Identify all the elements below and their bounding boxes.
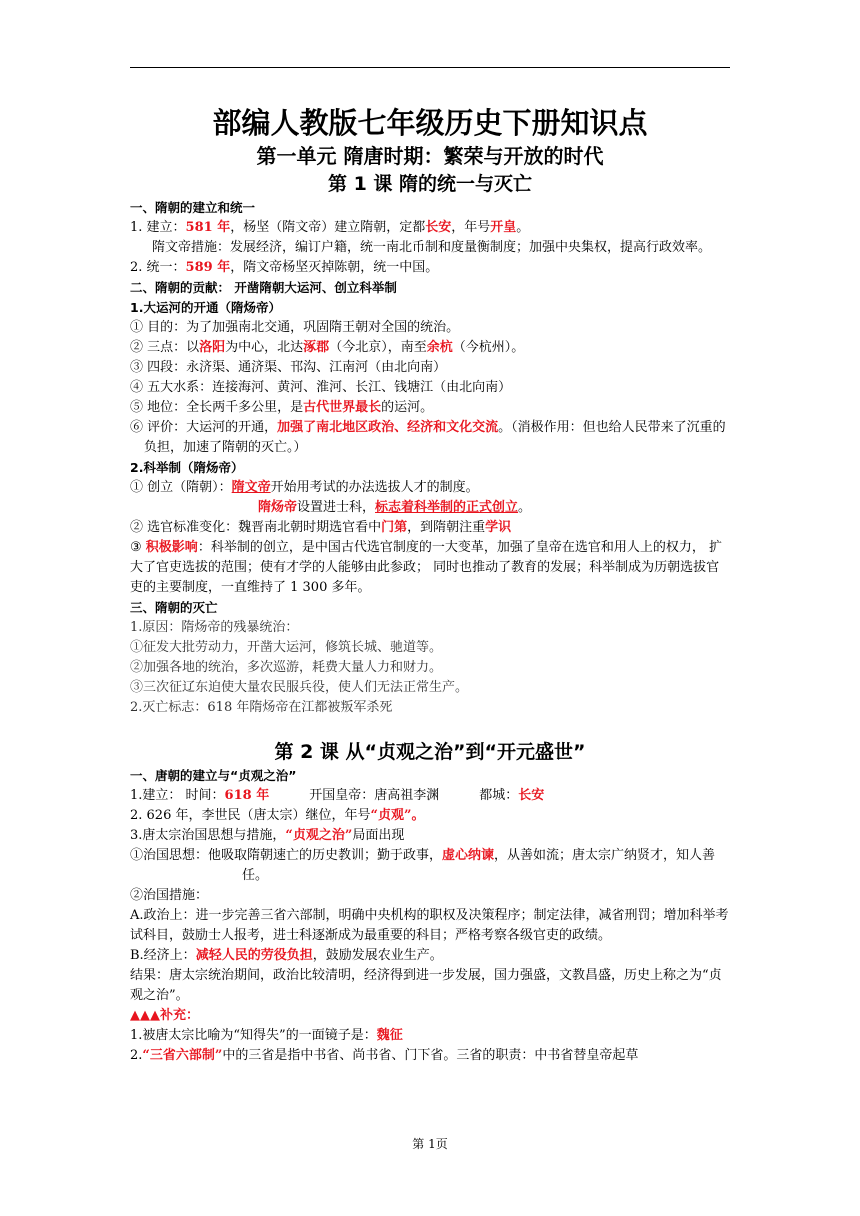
page-number: 第 1页 (412, 1137, 448, 1151)
subsection-heading: 1.大运河的开通（隋炀帝） (130, 300, 281, 315)
text-line: 1.被唐太宗比喻为“知得失”的一面镜子是：魏征 (130, 1028, 403, 1043)
text-line: 结果：唐太宗统治期间，政治比较清明，经济得到进一步发展，国力强盛，文教昌盛，历史上称之为“贞观之治”。 (130, 968, 722, 1003)
text-line: 2. 626 年，李世民（唐太宗）继位，年号“贞观”。 (130, 808, 425, 823)
list-item: ② 三点：以洛阳为中心，北达涿郡（今北京），南至余杭（今杭州）。 (130, 340, 525, 355)
list-item: ③三次征辽东迫使大量农民服兵役，使人们无法正常生产。 (130, 680, 469, 695)
list-item: 1.原因：隋炀帝的残暴统治： (130, 620, 299, 635)
text-line: 1. 建立：581 年，杨坚（隋文帝）建立隋朝，定都长安，年号开皇。 (130, 220, 530, 235)
text-line: 2.“三省六部制”中的三省是指中书省、尚书省、门下省。三省的职责：中书省替皇帝起草 (130, 1048, 639, 1063)
list-item: ③ 积极影响：科举制的创立，是中国古代选官制度的一大变革，加强了皇帝在选官和用人上的权力， 扩大了官吏选拔的范围；使有才学的人能够由此参政； 同时也推动了教育的发展；科举制成为历朝选拔官吏的主要制度，一直维持了 1 300 多年。 (130, 540, 722, 595)
list-item: ① 目的：为了加强南北交通，巩固隋王朝对全国的统治。 (130, 320, 460, 335)
text-line: ②治国措施： (130, 888, 209, 903)
document-page (130, 104, 730, 1066)
list-item: 2.灭亡标志：618 年隋炀帝在江都被叛军杀死 (130, 700, 393, 715)
list-item: ④ 五大水系：连接海河、黄河、淮河、长江、钱塘江（由北向南） (130, 380, 512, 395)
text-line: 1.建立： 时间：618 年 开国皇帝：唐高祖李渊 都城：长安 (130, 788, 545, 803)
list-item: ①征发大批劳动力，开凿大运河，修筑长城、驰道等。 (130, 640, 443, 655)
list-item: ⑤ 地位：全长两千多公里，是古代世界最长的运河。 (130, 400, 434, 415)
list-item: ②加强各地的统治，多次巡游，耗费大量人力和财力。 (130, 660, 443, 675)
list-item: 隋炀帝设置进士科，标志着科举制的正式创立。 (258, 500, 532, 515)
lesson1-title: 第 1 课 隋的统一与灭亡 (327, 173, 533, 195)
list-item: ② 选官标准变化：魏晋南北朝时期选官看中门第，到隋朝注重学识 (130, 520, 512, 535)
unit-title: 第一单元 隋唐时期：繁荣与开放的时代 (256, 144, 604, 168)
text-line: 3.唐太宗治国思想与措施，“贞观之治”局面出现 (130, 828, 405, 843)
text-line: 2. 统一：589 年，隋文帝杨坚灭掉陈朝，统一中国。 (130, 260, 439, 275)
supplement-heading: ▲▲▲补充： (130, 1008, 199, 1023)
section-heading: 一、隋朝的建立和统一 (130, 200, 256, 215)
text-line: B.经济上：减轻人民的劳役负担，鼓励发展农业生产。 (130, 948, 443, 963)
list-item: ③ 四段：永济渠、通济渠、邗沟、江南河（由北向南） (130, 360, 447, 375)
text-line: ①治国思想：他吸取隋朝速亡的历史教训；勤于政事，虚心纳谏，从善如流；唐太宗广纳贤才，知人善任。 (130, 848, 716, 883)
section-heading: 二、隋朝的贡献： 开凿隋朝大运河、创立科举制 (130, 280, 397, 295)
subsection-heading: 2.科举制（隋炀帝） (130, 460, 244, 475)
document-title: 部编人教版七年级历史下册知识点 (212, 106, 648, 140)
text-line: A.政治上：进一步完善三省六部制，明确中央机构的职权及决策程序；制定法律，减省刑罚；增加科举考试科目，鼓励士人报考，进士科逐渐成为最重要的科目；严格考察各级官吏的政绩。 (130, 908, 729, 943)
list-item: ① 创立（隋朝）：隋文帝开始用考试的办法选拔人才的制度。 (130, 480, 479, 495)
section-heading: 一、唐朝的建立与“贞观之治” (130, 768, 297, 783)
text-line: 隋文帝措施：发展经济，编订户籍，统一南北币制和度量衡制度；加强中央集权，提高行政效率。 (152, 240, 712, 255)
lesson2-title: 第 2 课 从“贞观之治”到“开元盛世” (274, 741, 586, 763)
list-item: ⑥ 评价：大运河的开通，加强了南北地区政治、经济和文化交流。（消极作用：但也给人民带来了沉重的负担，加速了隋朝的灭亡。） (130, 420, 726, 455)
section-heading: 三、隋朝的灭亡 (130, 600, 218, 615)
header-rule (130, 67, 730, 68)
